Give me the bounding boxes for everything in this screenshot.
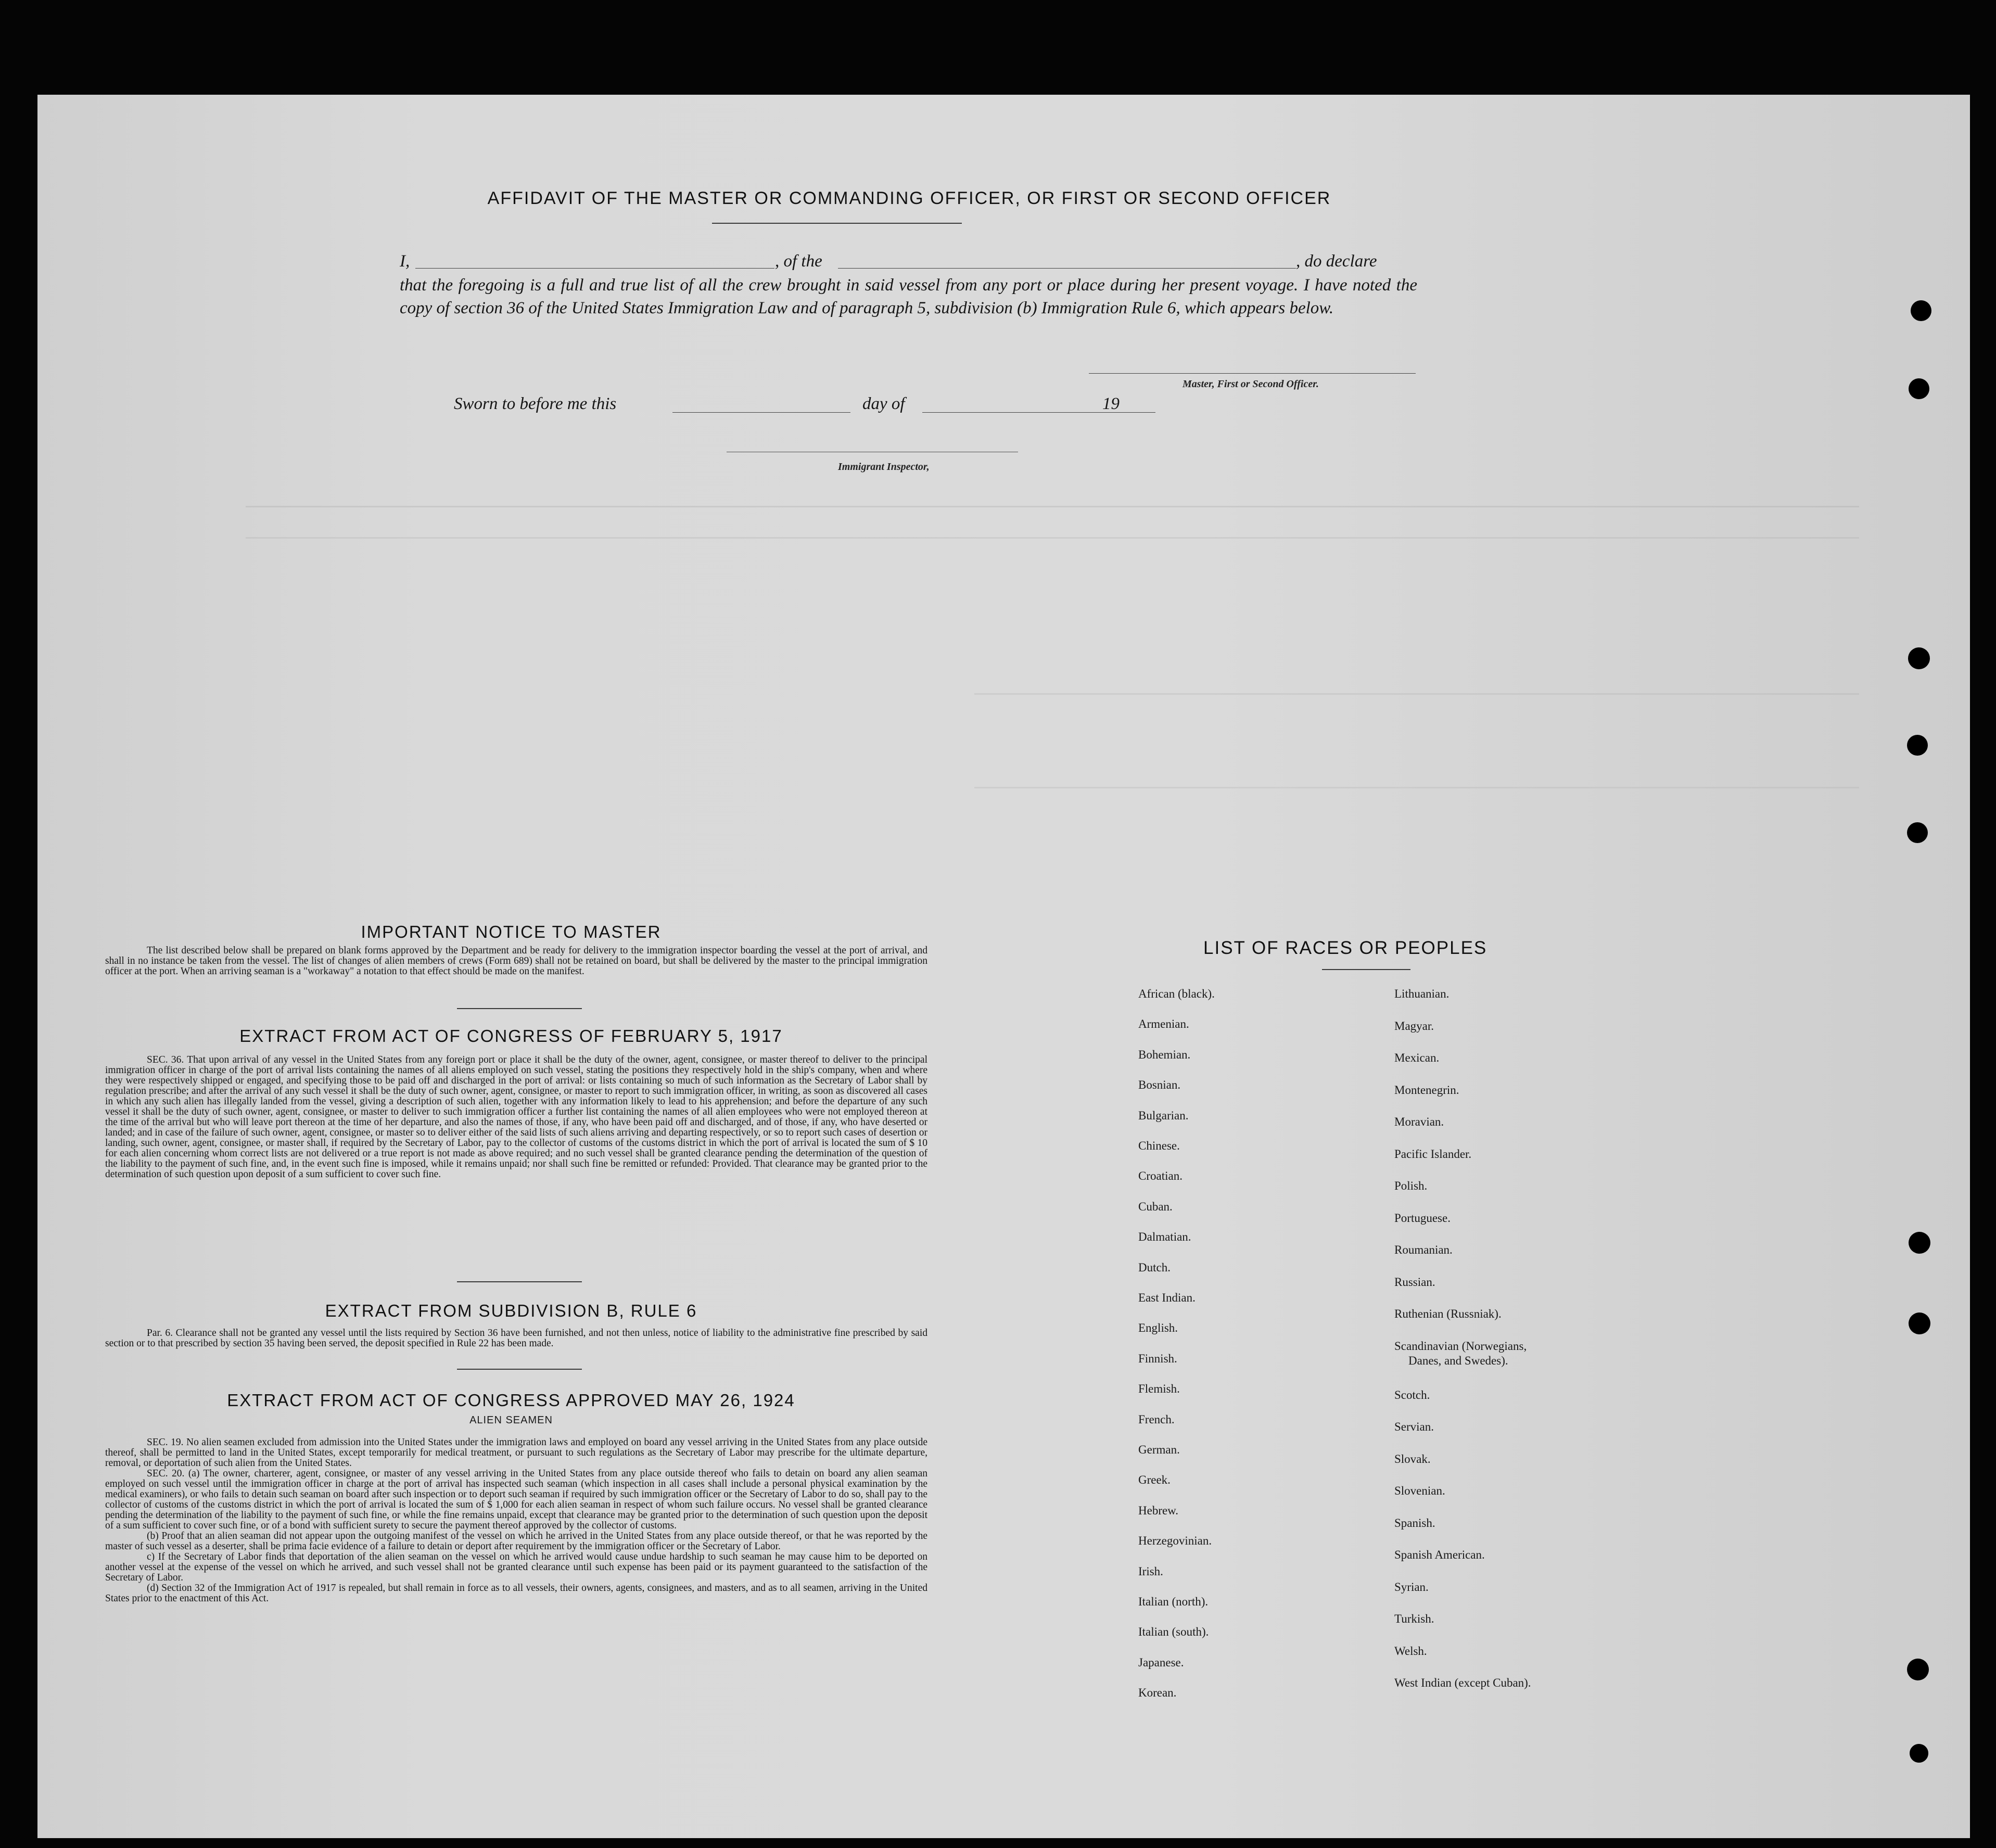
name-blank[interactable] <box>415 268 774 269</box>
race-item: Hebrew. <box>1138 1503 1179 1517</box>
punch-hole <box>1908 1742 1930 1765</box>
race-item: Ruthenian (Russniak). <box>1394 1307 1502 1320</box>
race-item: Italian (north). <box>1138 1595 1209 1608</box>
i-label: I, <box>400 252 410 271</box>
race-item: Bulgarian. <box>1138 1108 1189 1122</box>
punch-hole <box>1907 735 1928 756</box>
race-item: Magyar. <box>1394 1019 1434 1033</box>
act-1924-paragraph: (d) Section 32 of the Immigration Act of 1917 is repealed, but shall remain in force as to all vessels, their owners, agents, consignees, and masters, and as to all seamen, arriving in the United States prior to the enactment of this Act. <box>105 1583 927 1604</box>
race-item: Spanish. <box>1394 1516 1435 1530</box>
race-item: Korean. <box>1138 1686 1177 1700</box>
race-item: Polish. <box>1394 1179 1428 1192</box>
act-1917-divider <box>457 1281 582 1282</box>
act-1917-text: SEC. 36. That upon arrival of any vessel in the United States from any foreign port or place it shall be the duty of the owner, agent, consignee, or master thereof to deliver to the principal immigration officer in charge of the port of arrival lists containing the names of all aliens employed on such vessel, stating the positions they respectively hold in the ship's company, when and where they were respectively shipped or engaged, and specifying those to be paid off and discharged in the port of arrival: or lists containing so much of such information as the Secretary of Labor shall by regulation prescribe; and after the arrival of any such vessel it shall be the duty of such owner, agent, consignee, or master to report to such immigration officer, in writing, as soon as discovered all cases in which any such alien has illegally landed from the vessel, giving a description of such alien, together with any information likely to lead to his apprehension; and before the departure of any such vessel it shall be the duty of such owner, agent, consignee, or master to deliver to such immigration officer a further list containing the names of all alien employees who were not employed thereon at the time of the arrival but who will leave port thereon at the time of her departure, and also the names of those, if any, who have been paid off and discharged, and of those, if any, who have deserted or landed; and in case of the failure of such owner, agent, consignee, or master so to deliver either of the said lists of such aliens arriving and departing respectively, or so to report such cases of desertion or landing, such owner, agent, consignee, or master shall, if required by the Secretary of Labor, pay to the collector of customs of the customs district in which the port of arrival is located the sum of $ 10 for each alien concerning whom correct lists are not delivered or a true report is not made as above required; and no such vessel shall be granted clearance pending the determination of the question of the liability to the payment of such fine, and, in the event such fine is imposed, while it remains unpaid; nor shall such fine be remitted or refunded: Provided. That clearance may be granted prior to the determination of such question upon deposit of a sum sufficient to cover such fine. <box>105 1054 927 1180</box>
act-1924-paragraph: SEC. 19. No alien seamen excluded from admission into the United States under the immigration laws and employed on board any vessel arriving in the United States from any place outside thereof, shall be permitted to land in the United States, except temporarily for medical treatment, or pursuant to such regulations as the Secretary of Labor may prescribe for the ultimate departure, removal, or deportation of such alien from the United States. <box>105 1437 927 1469</box>
race-item: Moravian. <box>1394 1115 1444 1128</box>
race-item: Syrian. <box>1394 1580 1429 1594</box>
race-item: Herzegovinian. <box>1138 1534 1212 1548</box>
race-item: Chinese. <box>1138 1139 1180 1152</box>
race-item: Flemish. <box>1138 1382 1180 1396</box>
declaration-text: that the foregoing is a full and true list of all the crew brought in said vessel from any port or place during her present voyage. I have noted the copy of section 36 of the United States Immigration Law and of paragraph 5, subdivision (b) Immigration Rule 6, which appears below. <box>400 276 1417 317</box>
race-item: Croatian. <box>1138 1169 1183 1183</box>
master-signature-label: Master, First or Second Officer. <box>1183 378 1319 390</box>
act-1924-paragraph: c) If the Secretary of Labor finds that deportation of the alien seaman on the vessel on which he arrived would cause undue hardship to such seaman he may cause him to be deported on another vessel at the expense of the vessel on which he arrived, and such vessel shall not be granted clearance until such expense has been paid or its payment guaranteed to the satisfaction of the Secretary of Labor. <box>105 1551 927 1583</box>
rule-6-title: EXTRACT FROM SUBDIVISION B, RULE 6 <box>325 1301 697 1320</box>
punch-hole <box>1907 1659 1929 1680</box>
race-item: Russian. <box>1394 1275 1435 1289</box>
notice-text: The list described below shall be prepared on blank forms approved by the Department and be ready for delivery to the immigration inspector boarding the vessel at the port of arrival, and shall in no instance be taken from the vessel. The list of changes of alien members of crews (Form 689) shall not be retained on board, but shall be delivered by the master to the principal immigration officer at the port. When an arriving seaman is a "workaway" a notation to that effect should be made on the manifest. <box>105 945 927 977</box>
act-1917-title: EXTRACT FROM ACT OF CONGRESS OF FEBRUARY 5, 1917 <box>239 1026 783 1046</box>
race-item: Spanish American. <box>1394 1548 1485 1561</box>
day-of-label: day of <box>862 394 905 413</box>
race-item: German. <box>1138 1443 1180 1456</box>
bleed-through-line <box>246 537 1859 539</box>
race-item: Italian (south). <box>1138 1625 1209 1639</box>
race-item: Slovenian. <box>1394 1484 1445 1497</box>
notice-title: IMPORTANT NOTICE TO MASTER <box>361 922 662 941</box>
sworn-day-blank[interactable] <box>672 412 850 413</box>
races-title: LIST OF RACES OR PEOPLES <box>1203 938 1488 958</box>
race-item: Portuguese. <box>1394 1211 1451 1225</box>
do-declare-label: , do declare <box>1296 252 1377 271</box>
race-item: Bohemian. <box>1138 1048 1191 1061</box>
races-title-underline <box>1322 969 1410 970</box>
race-item: Servian. <box>1394 1420 1434 1433</box>
punch-hole <box>1909 1232 1930 1254</box>
race-item: Scotch. <box>1394 1388 1430 1401</box>
race-item: Roumanian. <box>1394 1243 1453 1256</box>
bleed-through-line <box>974 787 1859 788</box>
year-label: 19 <box>1102 394 1120 413</box>
race-item: Dalmatian. <box>1138 1230 1191 1244</box>
sworn-label: Sworn to before me this <box>454 394 617 413</box>
race-item: Finnish. <box>1138 1352 1177 1365</box>
race-item: Scandinavian (Norwegians, <box>1394 1339 1527 1353</box>
bleed-through-line <box>974 693 1859 695</box>
race-item: Danes, and Swedes). <box>1408 1354 1508 1367</box>
race-item: Slovak. <box>1394 1452 1431 1465</box>
act-1924-title: EXTRACT FROM ACT OF CONGRESS APPROVED MAY 26, 1924 <box>227 1391 795 1410</box>
master-signature-line[interactable] <box>1089 373 1416 374</box>
of-the-label: , of the <box>775 252 822 271</box>
race-item: Greek. <box>1138 1473 1171 1487</box>
year-blank[interactable] <box>1124 412 1155 413</box>
race-item: Bosnian. <box>1138 1078 1181 1092</box>
punch-hole <box>1909 378 1929 399</box>
race-item: Irish. <box>1138 1564 1163 1578</box>
document-sheet <box>37 95 1970 1838</box>
act-1924-paragraph: (b) Proof that an alien seaman did not appear upon the outgoing manifest of the vessel on which he arrived in the United States from any place outside thereof, or that he was reported by the master of such vessel as a deserter, shall be prima facie evidence of a failure to detain or deport after requirement by the immigration officer or the Secretary of Labor. <box>105 1531 927 1552</box>
title-underline <box>712 223 962 224</box>
race-item: Turkish. <box>1394 1612 1434 1625</box>
race-item: Welsh. <box>1394 1644 1427 1658</box>
race-item: African (black). <box>1138 987 1215 1000</box>
race-item: Pacific Islander. <box>1394 1147 1472 1161</box>
race-item: Cuban. <box>1138 1200 1173 1213</box>
affidavit-title: AFFIDAVIT OF THE MASTER OR COMMANDING OFFICER, OR FIRST OR SECOND OFFICER <box>487 188 1331 208</box>
race-item: French. <box>1138 1412 1175 1426</box>
race-item: West Indian (except Cuban). <box>1394 1676 1531 1689</box>
race-item: Mexican. <box>1394 1051 1440 1064</box>
race-item: English. <box>1138 1321 1178 1335</box>
race-item: Montenegrin. <box>1394 1083 1459 1097</box>
rule-6-text: Par. 6. Clearance shall not be granted any vessel until the lists required by Section 36 have been furnished, and not then unless, notice of liability to the administrative fine prescribed by said section or to that prescribed by section 35 having been served, the deposit specified in Rule 22 has been made. <box>105 1328 927 1349</box>
punch-hole <box>1911 300 1931 321</box>
notice-divider <box>457 1008 582 1009</box>
bleed-through-line <box>246 506 1859 507</box>
punch-hole <box>1908 647 1930 669</box>
rule-6-divider <box>457 1369 582 1370</box>
punch-hole <box>1907 822 1928 843</box>
act-1924-subtitle: ALIEN SEAMEN <box>469 1414 553 1426</box>
punch-hole <box>1909 1312 1930 1334</box>
inspector-label: Immigrant Inspector, <box>838 461 930 473</box>
race-item: Lithuanian. <box>1394 987 1450 1000</box>
race-item: Armenian. <box>1138 1017 1189 1031</box>
race-item: Dutch. <box>1138 1260 1171 1274</box>
act-1924-body <box>105 1437 927 1604</box>
act-1924-paragraph: SEC. 20. (a) The owner, charterer, agent, consignee, or master of any vessel arriving in the United States from any place outside thereof who fails to detain on board any alien seaman employed on such vessel until the immigration officer in charge at the port of arrival has inspected such seaman (which inspection in all cases shall include a personal physical examination by the medical examiners), or who fails to detain such seaman on board after such inspection or to deport such seaman if required by such immigration officer or the Secretary of Labor to do so, shall pay to the collector of customs of the customs district in which the port of arrival is located the sum of $ 1,000 for each alien seaman in respect of whom such failure occurs. No vessel shall be granted clearance pending the determination of the liability to the payment of such fine, or while the fine remains unpaid, except that clearance may be granted prior to the determination of such question upon the deposit of a sum sufficient to cover such fine, or of a bond with sufficient surety to secure the payment thereof approved by the collector of customs. <box>105 1468 927 1531</box>
vessel-blank[interactable] <box>838 268 1296 269</box>
race-item: Japanese. <box>1138 1655 1184 1669</box>
race-item: East Indian. <box>1138 1291 1196 1304</box>
